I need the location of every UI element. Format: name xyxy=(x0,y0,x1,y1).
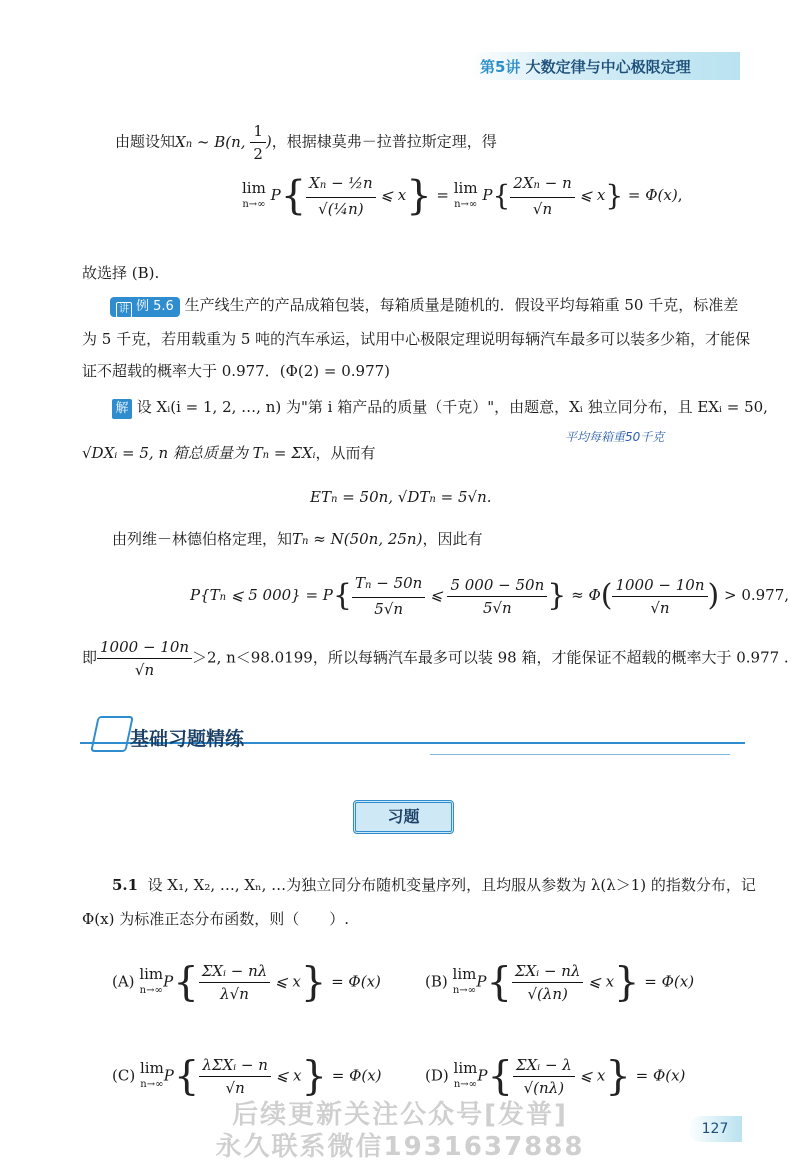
fraction-half: $\frac{1}{2}$ xyxy=(250,120,266,165)
conclusion-text: 故选择 (B). xyxy=(82,264,160,282)
header-title: 大数定律与中心极限定理 xyxy=(525,58,691,76)
example-text-1: 生产线生产的产品成箱包装，每箱质量是随机的．假设平均每箱重 50 千克，标准差 xyxy=(184,296,739,314)
header-lecture: 第5讲 xyxy=(480,58,521,76)
section-divider-thin xyxy=(430,754,730,755)
lecture-icon: 讲 xyxy=(116,302,132,318)
expectation-formula: ETn = 50n, √DTn = 5√n. xyxy=(310,488,492,506)
section-title: 基础习题精练 xyxy=(130,728,245,750)
option-d[interactable]: (D) lim n→∞P{ $\frac{\text{ΣXᵢ − λ}}{√(n\lambda)}$ ⩽ x} = Φ(x) xyxy=(425,1053,686,1100)
intro-line: 由题设知Xn ~ B(n, $\frac{1}{2}$ )，根据棣莫弗－拉普拉斯定理，得 xyxy=(115,122,497,163)
final-line: 即 $\frac{1000 - 10n}{√n}$ ＞2, n＜98.0199，所以每辆汽车最多可以装 98 箱，才能保证不超载的概率大于 0.977 . xyxy=(82,638,789,679)
example-line-3: 证不超载的概率大于 0.977．(Φ(2) = 0.977) xyxy=(82,362,391,380)
intro-suffix: ，根据棣莫弗－拉普拉斯定理，得 xyxy=(271,132,497,151)
option-b[interactable]: (B) lim n→∞P{ $\frac{\text{ΣXᵢ − nλ}}{√(\lambda n)}$ ⩽ x} = Φ(x) xyxy=(425,959,695,1006)
option-c[interactable]: (C) lim n→∞P{ $\frac{\text{λΣXᵢ − n}}{√n}$ ⩽ x} = Φ(x) xyxy=(112,1053,382,1100)
watermark-line-2: 永久联系微信1931637888 xyxy=(215,1132,585,1162)
limit-formula-1: lim n→∞ P{ $\frac{\text{Xn − ½n}}{\text{√(¼n)}}$ ⩽ x} = lim n→∞ P{ $\frac{2Xn - n}{√n}$ ⩽ x} = Φ(x), xyxy=(242,173,683,219)
option-a[interactable]: (A) lim n→∞P{ $\frac{\text{ΣXᵢ − nλ}}{\lambda√n}$ ⩽ x} = Φ(x) xyxy=(112,959,381,1006)
solution-line-1 xyxy=(112,396,768,419)
exercise-line-2: Φ(x) 为标准正态分布函数，则（ ）. xyxy=(82,910,349,928)
running-header xyxy=(480,56,691,77)
example-line-2: 为 5 千克，若用载重为 5 吨的汽车承运，试用中心极限定理说明每辆汽车最多可以装多少箱，才能保 xyxy=(82,330,751,348)
solution-mark: 解 xyxy=(112,399,132,419)
watermark-line-1: 后续更新关注公众号[发普] xyxy=(232,1100,568,1130)
probability-formula: P{Tn ⩽ 5 000} = P{ $\frac{Tn - 50n}{5√n}$ ⩽ $\frac{5 000 - 50n}{5√n}$ } ≈ Φ( $\frac{1000 - 10n}{√n}$ ) > 0.977, xyxy=(190,574,790,618)
handwritten-note: 平均每箱重50千克 xyxy=(565,430,665,444)
intro-formula: Xn ~ B(n, xyxy=(175,132,251,151)
page-number: 127 xyxy=(688,1116,742,1142)
exercise-number: 5.1 xyxy=(112,876,139,894)
solution-line-2: √DXᵢ = 5, n 箱总质量为 Tn = ΣXᵢ，从而有 xyxy=(82,444,376,462)
exercise-line-1: 5.1 设 X₁, X₂, …, Xₙ, …为独立同分布随机变量序列，且均服从参数为 λ(λ＞1) 的指数分布，记 xyxy=(112,876,756,894)
intro-prefix: 由题设知 xyxy=(115,132,176,151)
exercise-label: 习题 xyxy=(353,800,454,834)
solution-line-3: 由列维－林德伯格定理，知Tn ≈ N(50n, 25n)，因此有 xyxy=(112,530,483,548)
example-line-1 xyxy=(110,294,738,317)
notebook-icon xyxy=(90,716,134,752)
example-badge: 讲 例 5.6 xyxy=(110,297,180,317)
solution-text-1: 设 Xᵢ(i = 1, 2, …, n) 为"第 i 箱产品的质量（千克）"，由题意，Xᵢ 独立同分布，且 EXᵢ = 50, xyxy=(136,398,768,416)
